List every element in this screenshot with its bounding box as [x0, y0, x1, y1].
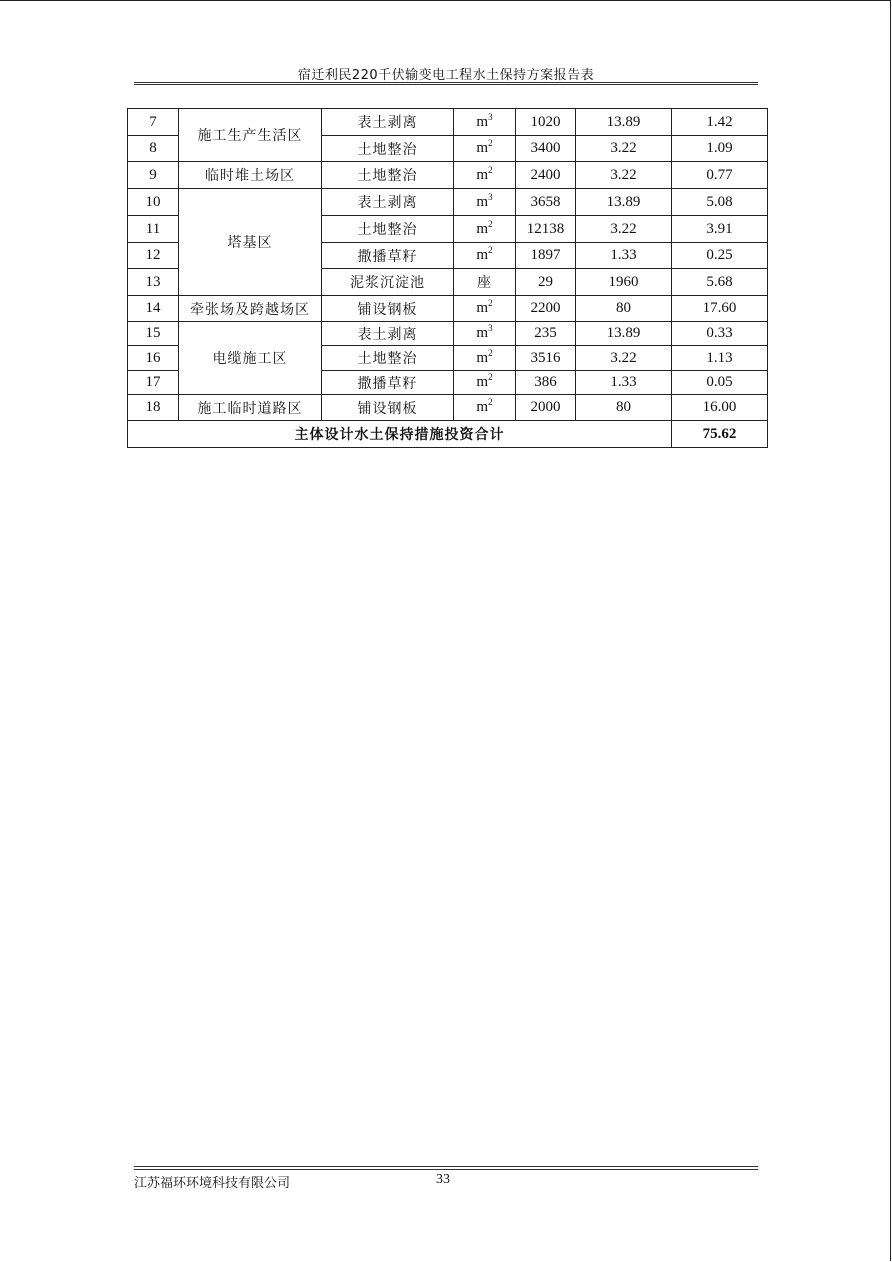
footer-company: 江苏福环环境科技有限公司 — [134, 1176, 291, 1191]
area-cell: 电缆施工区 — [179, 322, 322, 395]
unit-exponent: 2 — [488, 245, 493, 255]
row-number: 18 — [128, 395, 179, 421]
unit-base: m — [476, 325, 489, 341]
measure-cell: 土地整治 — [322, 162, 454, 189]
investment-cell: 0.33 — [672, 322, 768, 346]
row-number: 12 — [128, 243, 179, 269]
unit-base: m — [476, 247, 489, 263]
page-number: 33 — [436, 1172, 450, 1187]
unit-exponent: 2 — [488, 164, 493, 175]
row-number: 10 — [128, 189, 179, 216]
unit-base: m — [476, 220, 489, 237]
unit-price-cell: 3.22 — [576, 216, 672, 243]
measure-cell: 土地整治 — [322, 346, 454, 371]
quantity-cell: 2200 — [516, 296, 576, 322]
row-number: 15 — [128, 322, 179, 346]
investment-cell: 16.00 — [672, 395, 768, 421]
row-number: 17 — [128, 371, 179, 395]
area-cell: 牵张场及跨越场区 — [179, 296, 322, 322]
quantity-cell: 3658 — [516, 189, 576, 216]
table-row — [128, 296, 768, 322]
footer-rule — [134, 1169, 758, 1170]
area-cell: 临时堆土场区 — [179, 162, 322, 189]
unit-base: m — [476, 374, 489, 390]
measure-cell: 泥浆沉淀池 — [322, 269, 454, 296]
investment-cell: 0.25 — [672, 243, 768, 269]
row-number: 13 — [128, 269, 179, 296]
measure-cell: 表土剥离 — [322, 189, 454, 216]
header-rule — [134, 82, 758, 83]
table-row — [128, 109, 768, 136]
unit-base: 座 — [477, 275, 492, 291]
unit-cell — [454, 216, 516, 243]
unit-exponent: 3 — [488, 111, 493, 122]
investment-cell: 17.60 — [672, 296, 768, 322]
total-label: 主体设计水土保持措施投资合计 — [128, 421, 672, 448]
measure-cell: 土地整治 — [322, 136, 454, 162]
investment-cell: 3.91 — [672, 216, 768, 243]
unit-exponent: 2 — [488, 298, 493, 308]
unit-base: m — [476, 113, 489, 130]
unit-price-cell: 1.33 — [576, 371, 672, 395]
measure-cell: 撒播草籽 — [322, 371, 454, 395]
unit-price-cell: 13.89 — [576, 322, 672, 346]
unit-price-cell: 80 — [576, 296, 672, 322]
unit-price-cell: 80 — [576, 395, 672, 421]
unit-exponent: 2 — [488, 347, 493, 358]
measure-cell: 铺设钢板 — [322, 395, 454, 421]
row-number: 11 — [128, 216, 179, 243]
unit-cell — [454, 189, 516, 216]
unit-price-cell: 3.22 — [576, 162, 672, 189]
table-total-row — [128, 421, 768, 448]
quantity-cell: 3516 — [516, 346, 576, 371]
header-rule-double — [134, 84, 758, 85]
unit-exponent: 3 — [488, 191, 493, 202]
unit-cell — [454, 136, 516, 162]
unit-cell — [454, 109, 516, 136]
unit-exponent: 2 — [488, 138, 493, 148]
investment-cell: 0.77 — [672, 162, 768, 189]
row-number: 14 — [128, 296, 179, 322]
unit-exponent: 2 — [488, 372, 493, 382]
unit-cell — [454, 371, 516, 395]
measure-cell: 表土剥离 — [322, 109, 454, 136]
unit-exponent: 3 — [488, 323, 493, 333]
unit-exponent: 2 — [488, 218, 493, 229]
total-value: 75.62 — [672, 421, 768, 448]
investment-cell: 1.09 — [672, 136, 768, 162]
quantity-cell: 29 — [516, 269, 576, 296]
area-cell: 塔基区 — [179, 189, 322, 296]
quantity-cell: 1020 — [516, 109, 576, 136]
unit-base: m — [476, 349, 489, 366]
quantity-cell: 2000 — [516, 395, 576, 421]
area-cell: 施工临时道路区 — [179, 395, 322, 421]
unit-cell — [454, 346, 516, 371]
unit-price-cell: 13.89 — [576, 189, 672, 216]
unit-cell — [454, 322, 516, 346]
unit-base: m — [476, 300, 489, 316]
investment-table — [127, 108, 768, 448]
unit-cell — [454, 243, 516, 269]
investment-cell: 1.42 — [672, 109, 768, 136]
row-number: 7 — [128, 109, 179, 136]
area-cell: 施工生产生活区 — [179, 109, 322, 162]
unit-price-cell: 3.22 — [576, 346, 672, 371]
unit-cell — [454, 162, 516, 189]
quantity-cell: 235 — [516, 322, 576, 346]
investment-cell: 1.13 — [672, 346, 768, 371]
table-row — [128, 395, 768, 421]
unit-base: m — [476, 399, 489, 415]
row-number: 8 — [128, 136, 179, 162]
investment-cell: 0.05 — [672, 371, 768, 395]
table-row — [128, 162, 768, 189]
investment-cell: 5.68 — [672, 269, 768, 296]
quantity-cell: 12138 — [516, 216, 576, 243]
unit-cell — [454, 296, 516, 322]
investment-cell: 5.08 — [672, 189, 768, 216]
unit-price-cell: 1960 — [576, 269, 672, 296]
unit-price-cell: 3.22 — [576, 136, 672, 162]
unit-exponent: 2 — [488, 397, 493, 407]
unit-cell — [454, 269, 516, 296]
footer-rule-double — [134, 1166, 758, 1167]
quantity-cell: 386 — [516, 371, 576, 395]
unit-cell — [454, 395, 516, 421]
unit-base: m — [476, 166, 489, 183]
measure-cell: 铺设钢板 — [322, 296, 454, 322]
quantity-cell: 3400 — [516, 136, 576, 162]
row-number: 16 — [128, 346, 179, 371]
quantity-cell: 2400 — [516, 162, 576, 189]
table-row — [128, 322, 768, 346]
measure-cell: 土地整治 — [322, 216, 454, 243]
unit-base: m — [476, 140, 489, 156]
unit-price-cell: 13.89 — [576, 109, 672, 136]
measure-cell: 表土剥离 — [322, 322, 454, 346]
page-header-title: 宿迁利民220千伏输变电工程水土保持方案报告表 — [297, 68, 595, 83]
row-number: 9 — [128, 162, 179, 189]
unit-base: m — [476, 193, 489, 210]
unit-price-cell: 1.33 — [576, 243, 672, 269]
table-row — [128, 189, 768, 216]
measure-cell: 撒播草籽 — [322, 243, 454, 269]
quantity-cell: 1897 — [516, 243, 576, 269]
